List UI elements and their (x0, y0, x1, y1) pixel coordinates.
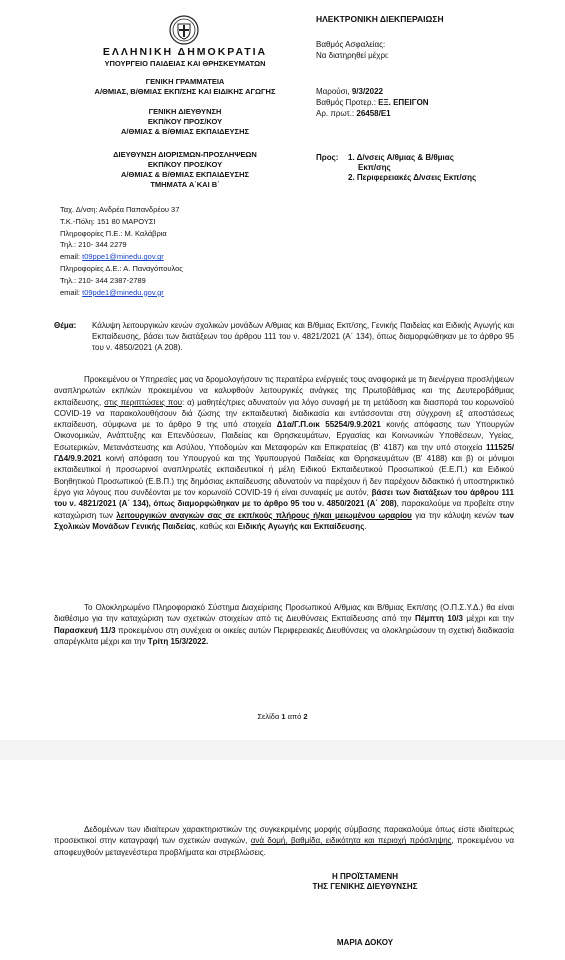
signature-name: ΜΑΡΙΑ ΔΟΚΟΥ (336, 938, 394, 947)
republic-heading: ΕΛΛΗΝΙΚΗ ΔΗΜΟΚΡΑΤΙΑ (102, 46, 268, 58)
paragraph-3: Δεδομένων των ιδιαίτερων χαρακτηριστικών της συγκεκριμένης μορφής σύμβασης παρακαλούμε όπως είστε ιδιαίτερως προσεκτικοί στην καταγραφή των σχετικών αναγκών, ανά δομή, βαθμίδα, ειδικότητα και περιοχή πρόσληψης, προκειμένου να αποφευχθούν μεταγενέστερα προβλήματα και στρεβλώσεις. (54, 825, 514, 857)
document-page-2 (0, 760, 565, 960)
tel-de: Τηλ.: 210- 344 2387-2789 (60, 275, 146, 285)
subject-text: Κάλυψη λειτουργικών κενών σχολικών μονάδων Α/θμιας και Β/θμιας Εκπ/σης, Γενικής Παιδείας και Ειδικής Αγωγής και Εκπαίδευσης, βάσει των διατάξεων του άρθρου 111 του ν. 4821/2021 (Α΄ 134), όπως διαμορφώθηκαν με το άρθρο 95 του ν. 4850/2021 (Α 208). (92, 321, 514, 352)
ministry-heading: ΥΠΟΥΡΓΕΙΟ ΠΑΙΔΕΙΑΣ ΚΑΙ ΘΡΗΣΚΕΥΜΑΤΩΝ (104, 59, 266, 68)
recipients: 1. Δ/νσεις Α/θμιας & Β/θμιας Εκπ/σης 2. Περιφερειακές Δ/νσεις Εκπ/σης (348, 153, 477, 182)
security-level: Βαθμός Ασφαλείας: (316, 40, 386, 49)
retention: Να διατηρηθεί μέχρι: (316, 51, 390, 60)
directorate: ΔΙΕΥΘΥΝΣΗ ΔΙΟΡΙΣΜΩΝ-ΠΡΟΣΛΗΨΕΩΝ ΕΚΠ/ΚΟΥ ΠΡΟΣ/ΚΟΥ Α/ΘΜΙΑΣ & Β/ΘΜΙΑΣ ΕΚΠΑΙΔΕΥΣΗΣ ΤΜΗΜΑΤΑ Α΄ΚΑΙ Β΄ (113, 150, 257, 189)
electronic-processing-heading: ΗΛΕΚΤΡΟΝΙΚΗ ΔΙΕΚΠΕΡΑΙΩΣΗ (316, 14, 444, 24)
date-line: Μαρούσι, 9/3/2022 (316, 87, 383, 96)
paragraph-2: Το Ολοκληρωμένο Πληροφοριακό Σύστημα Διαχείρισης Προσωπικού Α/θμιας και Β/θμιας Εκπ/σης (Ο.Π.Σ.Υ.Δ.) θα είναι διαθέσιμο για την καταχώριση των σχετικών στοιχείων από τις Διευθύνσεις Εκπαίδευσης από την Πέμπτη 10/3 μέχρι και την Παρασκευή 11/3 προκειμένου στη συνέχεια οι οικείες αυτών Περιφερειακές Διευθύνσεις να ολοκληρώσουν τη σχετική διαδικασία απαρέγκλιτα μέχρι και την Τρίτη 15/3/2022. (54, 603, 515, 646)
email-link-de[interactable]: t09pde1@minedu.gov.gr (82, 287, 164, 297)
paragraph-1: Προκειμένου οι Υπηρεσίες μας να δρομολογήσουν τις περαιτέρω ενέργειές τους αναφορικά με τη διενέργεια προσλήψεων αναπληρωτών εκπ/κών προκειμένου να καλυφθούν λειτουργικές ανάγκες της Πρωτοβάθμιας και της Δευτεροβάθμιας εκπαίδευσης, στις περιπτώσεις που: α) μαθητές/τριες αδυνατούν για λόγο συναφή με τη μετάδοση και διασπορά του κορωνοϊού COVID-19 να παρακολουθήσουν διά ζώσης την εκπαιδευτική διαδικασία και εντάσσονται στη σύγχρονη εξ αποστάσεως εκπαίδευση, σύμφωνα με το άρθρο 9 της υπό στοιχεία Δ1α/Γ.Π.οικ 55254/9.9.2021 κοινής απόφασης των Υπουργών Οικονομικών, Ανάπτυξης και Επενδύσεων, Παιδείας και Θρησκευμάτων, Εργασίας και Κοινωνικών Υποθέσεων, Υγείας, Εσωτερικών, Μετανάστευσης και Ασύλου, Υποδομών και Μεταφορών και Επικρατείας (Β' 4187) και την υπό στοιχεία 111525/ΓΔ4/9.9.2021 κοινή απόφαση του Υπουργού και της Υφυπουργού Παιδείας και Θρησκευμάτων (Β' 4188) και β) οι μόνιμοι εκπαιδευτικοί ή προσωρινοί αναπληρωτές εκπαιδευτικοί ή μέλη Ειδικού Εκπαιδευτικού Προσωπικού (Ε.Ε.Π.) και Ειδικού Βοηθητικού Προσωπικού (Ε.Β.Π.) της δημόσιας εκπαίδευσης αδυνατούν να παρέχουν ή δεν παρέχουν διδακτικό ή υποστηρικτικό έργο για λόγους που συνδέονται με τον κορωνοϊό COVID-19 ή είναι συναφείς με αυτόν, βάσει των διατάξεων του άρθρου 111 του ν. 4821/2021 (Α΄ 134), όπως διαμορφώθηκαν με το άρθρο 95 του ν. 4850/2021 (Α΄ 208), παρακαλούμε να προβείτε στην καταχώριση των λειτουργικών αναγκών σας σε εκπ/κούς πλήρους ή/και μειωμένου ωραρίου για την κάλυψη κενών των Σχολικών Μονάδων Γενικής Παιδείας, καθώς και Ειδικής Αγωγής και Εκπαίδευσης. (54, 375, 515, 531)
priority-line: Βαθμός Προτερ.: ΕΞ. ΕΠΕΙΓΟΝ (316, 98, 429, 107)
subject-label: Θέμα: (54, 321, 77, 330)
info-pe: Πληροφορίες Π.Ε.: Μ. Καλάβρια (60, 228, 167, 238)
postcode: Τ.Κ.-Πόλη: 151 80 ΜΑΡΟΥΣΙ (60, 216, 156, 226)
general-directorate: ΓΕΝΙΚΗ ΔΙΕΥΘΥΝΣΗ ΕΚΠ/ΚΟΥ ΠΡΟΣ/ΚΟΥ Α/ΘΜΙΑΣ & Β/ΘΜΙΑΣ ΕΚΠΑΙΔΕΥΣΗΣ (121, 107, 249, 136)
protocol-line: Αρ. πρωτ.: 26458/Ε1 (316, 109, 391, 118)
greek-emblem-icon (168, 14, 200, 46)
info-de: Πληροφορίες Δ.Ε.: Α. Παναγόπουλος (60, 263, 183, 273)
page-number: Σελίδα 1 από 2 (257, 712, 308, 721)
address: Ταχ. Δ/νση: Ανδρέα Παπανδρέου 37 (60, 205, 180, 214)
general-secretariat: ΓΕΝΙΚΗ ΓΡΑΜΜΑΤΕΙΑ Α/ΘΜΙΑΣ, Β/ΘΜΙΑΣ ΕΚΠ/ΣΗΣ ΚΑΙ ΕΙΔΙΚΗΣ ΑΓΩΓΗΣ (94, 77, 276, 96)
tel-pe: Τηλ.: 210- 344 2279 (60, 240, 127, 250)
contact-block: Ταχ. Δ/νση: Ανδρέα Παπανδρέου 37 Τ.Κ.-Πόλη: 151 80 ΜΑΡΟΥΣΙ Πληροφορίες Π.Ε.: Μ. Καλάβρια Τηλ.: 210- 344 2279 email: t09ppe1@minedu.gov.gr Πληροφορίες Δ.Ε.: Α. Παναγόπουλος Τηλ.: 210- 344 2387-2789 email: t09pde1@minedu.gov.gr (60, 204, 290, 298)
email-link-pe[interactable]: t09ppe1@minedu.gov.gr (82, 252, 164, 262)
subject-block (54, 320, 514, 353)
to-label: Προς: (316, 153, 339, 162)
signature-title: Η ΠΡΟΪΣΤΑΜΕΝΗ ΤΗΣ ΓΕΝΙΚΗΣ ΔΙΕΥΘΥΝΣΗΣ (312, 872, 418, 891)
